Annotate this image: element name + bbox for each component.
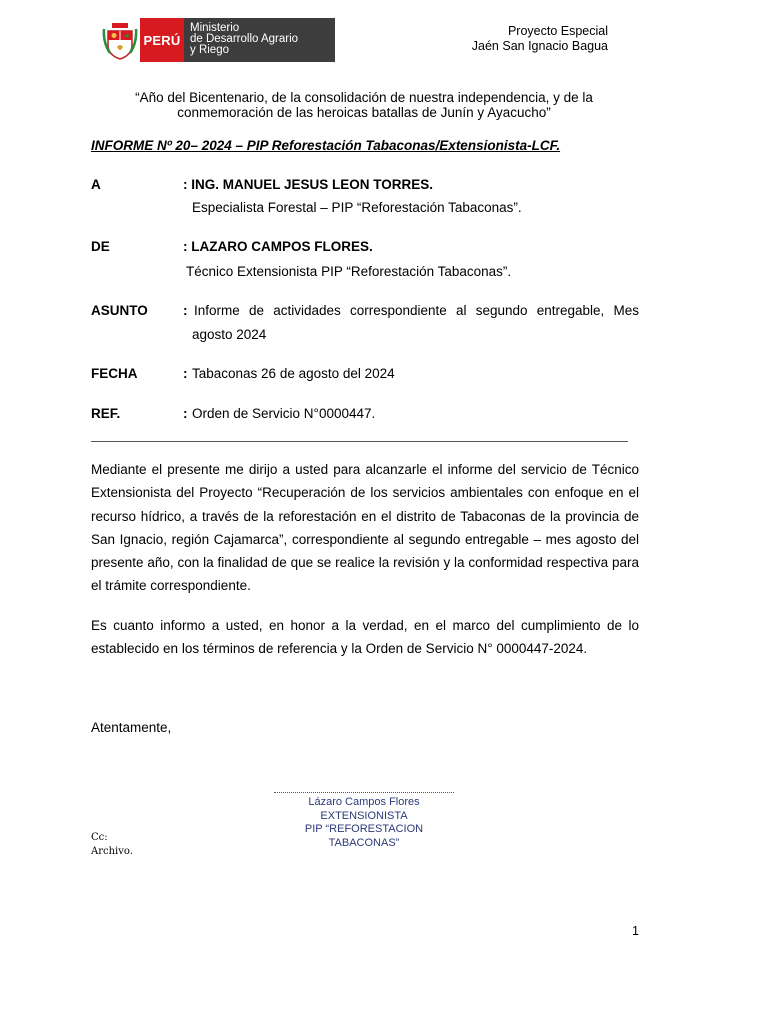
closing: Atentamente, xyxy=(91,720,172,735)
field-label-fecha: FECHA xyxy=(91,366,138,381)
body-paragraph-2: Es cuanto informo a usted, en honor a la verdad, en el marco del cumplimiento de lo establecido en los términos de referencia y la Orden de Servicio N° 0000447-2024. xyxy=(91,618,639,657)
field-sub-a: Especialista Forestal – PIP “Reforestación Tabaconas”. xyxy=(192,200,522,215)
signer-name: Lázaro Campos Flores xyxy=(308,796,420,808)
signer-project: PIP “REFORESTACION TABACONAS” xyxy=(304,823,424,849)
project-line: Jaén San Ignacio Bagua xyxy=(471,39,608,53)
peru-label: PERÚ xyxy=(140,18,184,62)
field-value-asunto-2: agosto 2024 xyxy=(192,327,267,342)
field-colon-fecha: : xyxy=(183,366,188,381)
field-label-asunto: ASUNTO xyxy=(91,303,148,318)
document-title: INFORME Nº 20– 2024 – PIP Reforestación Tabaconas/Extensionista-LCF. xyxy=(91,138,561,153)
project-header xyxy=(472,24,608,54)
field-value-a: : ING. MANUEL JESUS LEON TORRES. xyxy=(183,177,434,192)
ministry-line: Ministerio xyxy=(190,22,240,34)
signature-line xyxy=(274,792,454,793)
divider xyxy=(91,441,628,442)
field-label-de: DE xyxy=(91,239,110,254)
page-number: 1 xyxy=(632,924,639,938)
field-value-asunto: Informe de actividades correspondiente al segundo entregable, Mes xyxy=(194,303,639,318)
coat-of-arms-icon xyxy=(100,18,140,62)
field-sub-de: Técnico Extensionista PIP “Reforestación Tabaconas”. xyxy=(186,264,512,279)
field-colon-asunto: : xyxy=(183,303,188,318)
field-label-a: A xyxy=(91,177,101,192)
project-line: Proyecto Especial xyxy=(507,24,608,38)
motto-line: conmemoración de las heroicas batallas de Junín y Ayacucho” xyxy=(177,105,551,120)
motto-line: “Año del Bicentenario, de la consolidación de nuestra independencia, y de la xyxy=(135,90,593,105)
field-value-de: : LAZARO CAMPOS FLORES. xyxy=(183,239,373,254)
field-value-ref: Orden de Servicio N°0000447. xyxy=(192,406,376,421)
signer-role: EXTENSIONISTA xyxy=(320,809,408,822)
cc-label: Cc: xyxy=(91,832,108,843)
ministry-line: y Riego xyxy=(190,44,229,56)
field-value-fecha: Tabaconas 26 de agosto del 2024 xyxy=(192,366,395,381)
year-motto xyxy=(90,90,638,120)
ministry-line: de Desarrollo Agrario xyxy=(190,33,299,45)
field-label-ref: REF. xyxy=(91,406,121,421)
body-paragraph-1: Mediante el presente me dirijo a usted para alcanzarle el informe del servicio de Técnico Extensionista del Proyecto “Recuperación de los servicios ambientales con enfoque en el recurso hídrico, a través de la reforestación en el distrito de Tabaconas de la provincia de San Ignacio, región Cajamarca”, correspondiente al segundo entregable – mes agosto del presente año, con la finalidad de que se realice la revisión y la conformidad respectiva para el trámite correspondiente. xyxy=(91,462,639,594)
signature-block xyxy=(274,792,454,850)
field-colon-ref: : xyxy=(183,406,188,421)
cc-archivo: Archivo. xyxy=(91,846,133,857)
ministry-logo xyxy=(100,18,335,62)
ministry-name xyxy=(184,18,335,62)
